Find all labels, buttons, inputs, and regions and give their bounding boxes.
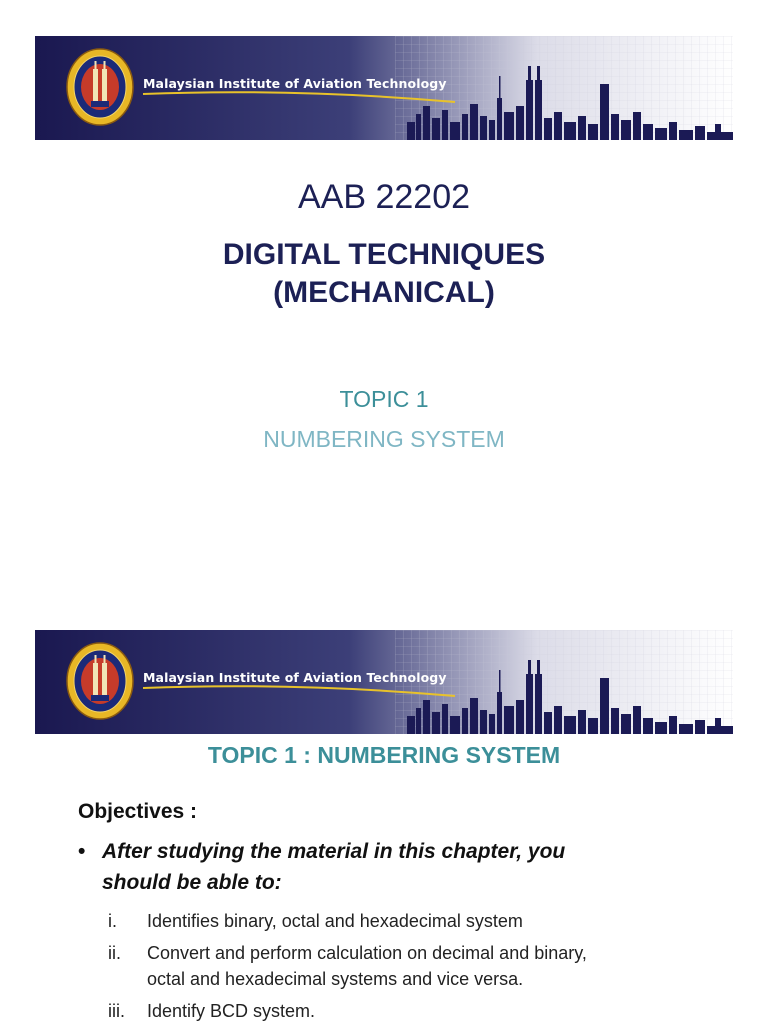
list-item [108, 998, 708, 1024]
bullet-icon: • [78, 840, 86, 863]
header-banner [35, 36, 733, 140]
institute-name: Malaysian Institute of Aviation Technology [143, 670, 447, 685]
topic-name: NUMBERING SYSTEM [263, 426, 505, 452]
objectives-heading: Objectives : [78, 800, 198, 823]
list-item-text: octal and hexadecimal systems and vice versa. [147, 969, 524, 989]
bullet-text-line-2: should be able to: [102, 871, 282, 894]
list-item [108, 908, 708, 934]
objective-bullet [78, 836, 678, 898]
course-title-line-1: DIGITAL TECHNIQUES [222, 238, 546, 271]
institute-name: Malaysian Institute of Aviation Technology [143, 76, 447, 91]
list-item-number: i. [108, 911, 117, 931]
bullet-text-line-1: After studying the material in this chapter, you [102, 840, 566, 863]
list-item-text: Identify BCD system. [147, 1001, 316, 1021]
slide-title: TOPIC 1 : NUMBERING SYSTEM [207, 742, 561, 768]
course-title [0, 236, 768, 312]
header-banner [35, 630, 733, 734]
university-logo [65, 641, 135, 721]
course-code: AAB 22202 [297, 178, 471, 216]
list-item-text: Convert and perform calculation on decimal and binary, [147, 943, 587, 963]
objectives-list [108, 908, 708, 1030]
topic-label: TOPIC 1 [339, 386, 429, 412]
university-logo [65, 47, 135, 127]
slide-2 [0, 590, 768, 1024]
course-title-line-2: (MECHANICAL) [273, 276, 495, 309]
list-item-text: Identifies binary, octal and hexadecimal system [147, 911, 523, 931]
list-item-number: ii. [108, 943, 121, 963]
list-item [108, 940, 708, 992]
list-item-number: iii. [108, 1001, 125, 1021]
